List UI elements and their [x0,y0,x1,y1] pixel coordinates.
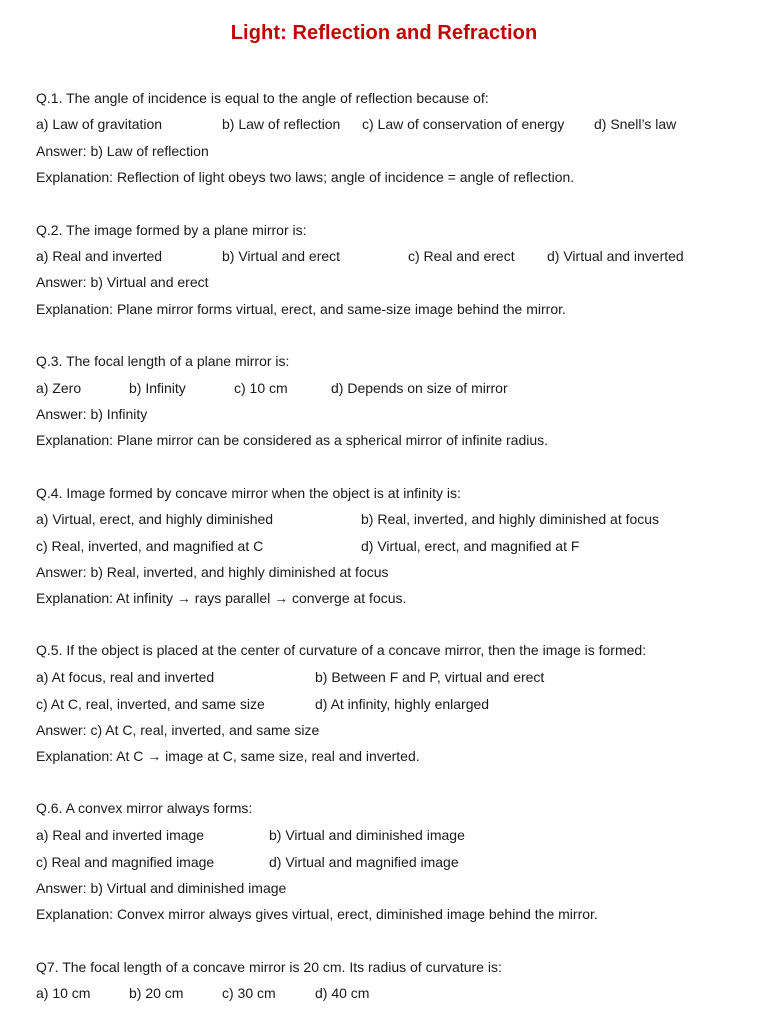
option-b: b) Infinity [129,380,186,396]
option-b: b) Law of reflection [222,116,341,132]
explanation-2: Explanation: Plane mirror forms virtual, erect, and same-size image behind the mirror. [36,301,566,317]
option-b: b) Between F and P, virtual and erect [315,669,545,685]
question-4: Q.4. Image formed by concave mirror when the object is at infinity is: [36,485,461,501]
option-b: b) Virtual and erect [222,248,341,264]
option-d: d) Snell’s law [594,116,677,132]
answer-1: Answer: b) Law of reflection [36,143,209,159]
option-a: a) Virtual, erect, and highly diminished [36,511,274,527]
option-d: d) At infinity, highly enlarged [315,696,490,712]
question-3: Q.3. The focal length of a plane mirror is: [36,353,290,369]
answer-5: Answer: c) At C, real, inverted, and same size [36,722,320,738]
question-1: Q.1. The angle of incidence is equal to the angle of reflection because of: [36,90,489,106]
option-a: a) Real and inverted [36,248,163,264]
option-c: c) At C, real, inverted, and same size [36,696,265,712]
option-d: d) Virtual and inverted [547,248,684,264]
option-c: c) 10 cm [234,380,288,396]
option-c: c) Real and magnified image [36,854,215,870]
option-d: d) Depends on size of mirror [331,380,508,396]
explanation-6: Explanation: Convex mirror always gives virtual, erect, diminished image behind the mirror. [36,906,598,922]
option-a: a) 10 cm [36,985,91,1001]
option-a: a) Law of gravitation [36,116,163,132]
answer-3: Answer: b) Infinity [36,406,148,422]
page-title: Light: Reflection and Refraction [230,22,538,44]
option-d: d) Virtual and magnified image [269,854,459,870]
question-2: Q.2. The image formed by a plane mirror is: [36,222,307,238]
question-5: Q.5. If the object is placed at the center of curvature of a concave mirror, then the image is formed: [36,642,647,658]
explanation-5: Explanation: At C → image at C, same size, real and inverted. [36,748,420,764]
option-a: a) Real and inverted image [36,827,205,843]
question-6: Q.6. A convex mirror always forms: [36,800,253,816]
explanation-1: Explanation: Reflection of light obeys two laws; angle of incidence = angle of reflection. [36,169,575,185]
question-7: Q7. The focal length of a concave mirror is 20 cm. Its radius of curvature is: [36,959,502,975]
option-d: d) 40 cm [315,985,370,1001]
option-b: b) Virtual and diminished image [269,827,465,843]
answer-4: Answer: b) Real, inverted, and highly diminished at focus [36,564,389,580]
option-d: d) Virtual, erect, and magnified at F [361,538,580,554]
answer-2: Answer: b) Virtual and erect [36,274,209,290]
option-b: b) 20 cm [129,985,184,1001]
option-c: c) 30 cm [222,985,276,1001]
option-c: c) Real, inverted, and magnified at C [36,538,264,554]
explanation-4: Explanation: At infinity → rays parallel → converge at focus. [36,590,407,606]
option-c: c) Law of conservation of energy [362,116,565,132]
answer-6: Answer: b) Virtual and diminished image [36,880,287,896]
option-b: b) Real, inverted, and highly diminished at focus [361,511,660,527]
explanation-3: Explanation: Plane mirror can be considered as a spherical mirror of infinite radius. [36,432,549,448]
option-a: a) At focus, real and inverted [36,669,215,685]
option-c: c) Real and erect [408,248,515,264]
option-a: a) Zero [36,380,82,396]
